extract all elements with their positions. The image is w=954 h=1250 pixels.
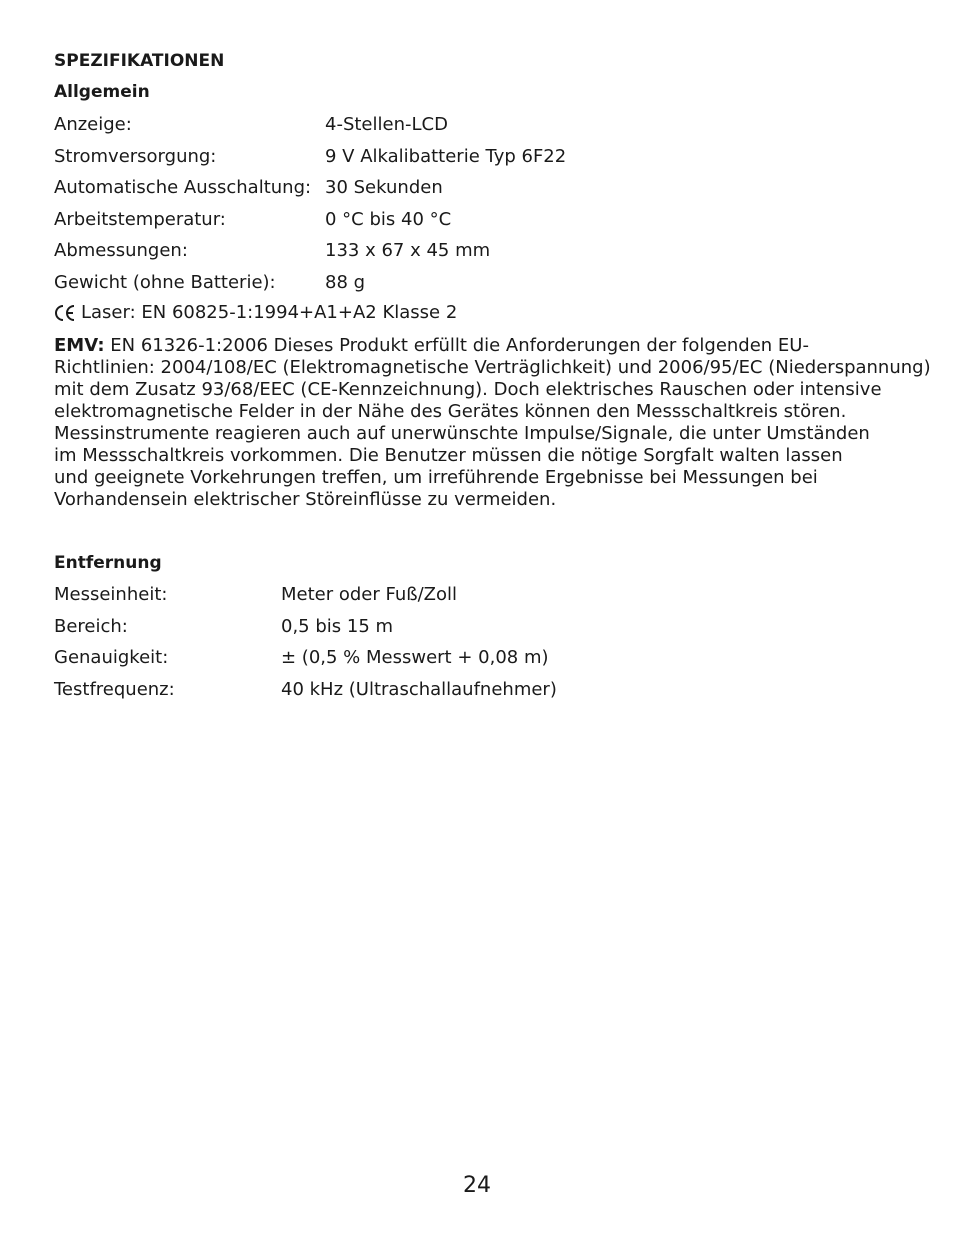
emv-line xyxy=(54,335,904,357)
spec-label: Bereich: xyxy=(54,616,128,637)
spec-label: Abmessungen: xyxy=(54,240,188,261)
ce-mark-icon xyxy=(54,304,76,322)
spec-label: Testfrequenz: xyxy=(54,679,175,700)
emv-line: mit dem Zusatz 93/68/EEC (CE-Kennzeichnung). Doch elektrisches Rauschen oder intensive xyxy=(54,379,882,400)
laser-standard: Laser: EN 60825-1:1994+A1+A2 Klasse 2 xyxy=(81,302,458,323)
spec-value: 0 °C bis 40 °C xyxy=(325,209,452,230)
emv-text: EN 61326-1:2006 Dieses Produkt erfüllt die Anforderungen der folgenden EU- xyxy=(104,335,809,356)
spec-label: Arbeitstemperatur: xyxy=(54,209,226,230)
emv-line: elektromagnetische Felder in der Nähe des Gerätes können den Messschaltkreis stören. xyxy=(54,401,847,422)
emv-line: im Messschaltkreis vorkommen. Die Benutzer müssen die nötige Sorgfalt walten lassen xyxy=(54,445,843,466)
spec-label: Messeinheit: xyxy=(54,584,168,605)
page-number: 24 xyxy=(463,1173,491,1198)
spec-value: 133 x 67 x 45 mm xyxy=(325,240,491,261)
laser-compliance xyxy=(54,302,457,323)
spec-value: 4-Stellen-LCD xyxy=(325,114,448,135)
spec-label: Genauigkeit: xyxy=(54,647,169,668)
emv-paragraph xyxy=(54,335,931,511)
spec-value: 9 V Alkalibatterie Typ 6F22 xyxy=(325,146,567,167)
subsection-title-distance: Entfernung xyxy=(54,553,162,573)
spec-value: 40 kHz (Ultraschallaufnehmer) xyxy=(281,679,557,700)
emv-line: und geeignete Vorkehrungen treffen, um irreführende Ergebnisse bei Messungen bei xyxy=(54,467,818,488)
subsection-title-general: Allgemein xyxy=(54,82,150,102)
spec-label: Stromversorgung: xyxy=(54,146,217,167)
spec-value: 88 g xyxy=(325,272,366,293)
spec-label: Anzeige: xyxy=(54,114,132,135)
emv-line: Messinstrumente reagieren auch auf unerwünschte Impulse/Signale, die unter Umständen xyxy=(54,423,870,444)
spec-label: Gewicht (ohne Batterie): xyxy=(54,272,276,293)
section-title: SPEZIFIKATIONEN xyxy=(54,51,225,71)
spec-label: Automatische Ausschaltung: xyxy=(54,177,312,198)
emv-line: Richtlinien: 2004/108/EC (Elektromagnetische Verträglichkeit) und 2006/95/EC (Niederspannung) xyxy=(54,357,931,378)
emv-label: EMV: xyxy=(54,335,105,356)
spec-value: 0,5 bis 15 m xyxy=(281,616,394,637)
spec-value: 30 Sekunden xyxy=(325,177,443,198)
spec-value: ± (0,5 % Messwert + 0,08 m) xyxy=(281,647,549,668)
spec-value: Meter oder Fuß/Zoll xyxy=(281,584,458,605)
emv-line: Vorhandensein elektrischer Störeinflüsse zu vermeiden. xyxy=(54,489,557,510)
